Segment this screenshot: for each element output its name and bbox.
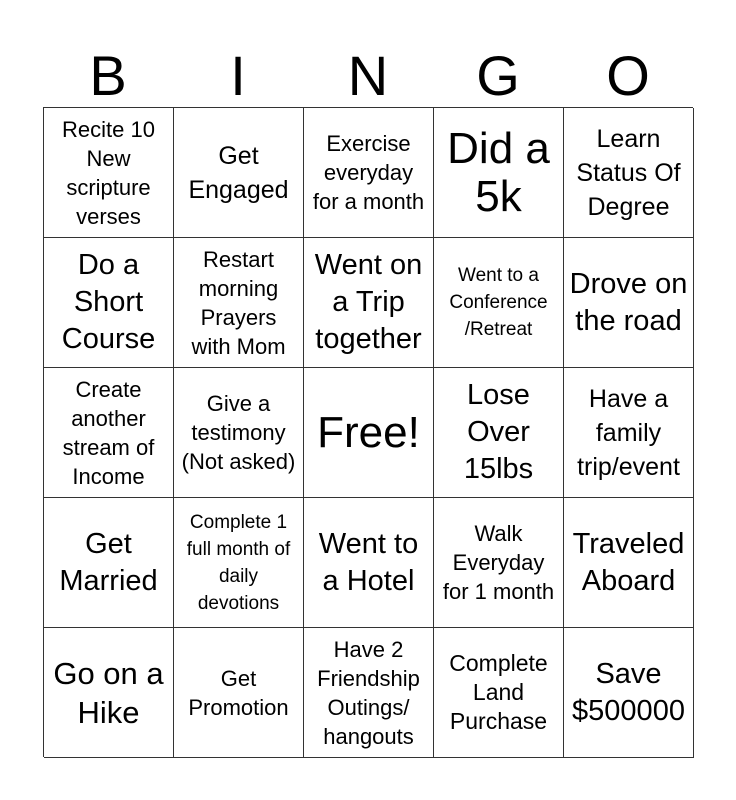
cell-text: Save $500000	[572, 657, 685, 727]
cell-text: Create another stream of Income	[62, 376, 155, 489]
bingo-cell[interactable]	[174, 628, 304, 758]
bingo-cell[interactable]	[44, 368, 174, 498]
bingo-cell[interactable]	[564, 628, 694, 758]
cell-text: Went to a Conference /Retreat	[449, 265, 548, 340]
cell-text: Went to a Hotel	[318, 527, 419, 597]
cell-text: Lose Over 15lbs	[463, 379, 534, 485]
cell-text: Free!	[317, 407, 420, 457]
bingo-cell[interactable]	[174, 238, 304, 368]
bingo-cell[interactable]	[564, 498, 694, 628]
cell-text: Traveled Aboard	[572, 527, 685, 597]
bingo-cell[interactable]	[44, 498, 174, 628]
cell-text: Get Married	[59, 527, 158, 597]
cell-text: Restart morning Prayers with Mom	[191, 246, 286, 359]
bingo-cell[interactable]	[174, 368, 304, 498]
bingo-cell[interactable]	[434, 498, 564, 628]
bingo-cell[interactable]	[44, 108, 174, 238]
bingo-cell[interactable]	[564, 368, 694, 498]
header-letter-i: I	[230, 44, 246, 107]
bingo-cell[interactable]	[434, 628, 564, 758]
bingo-cell[interactable]	[564, 108, 694, 238]
bingo-cell[interactable]	[304, 498, 434, 628]
cell-text: Learn Status Of Degree	[576, 124, 681, 221]
header-letter-b: B	[89, 44, 127, 107]
cell-text: Have 2 Friendship Outings/ hangouts	[317, 636, 420, 749]
header-letter-g: G	[476, 44, 520, 107]
cell-text: Walk Everyday for 1 month	[442, 521, 555, 604]
bingo-cell[interactable]	[434, 368, 564, 498]
cell-text: Complete Land Purchase	[449, 650, 548, 734]
header-letter-n: N	[347, 44, 389, 107]
bingo-cell[interactable]	[44, 238, 174, 368]
free-space-cell[interactable]	[304, 368, 434, 498]
cell-text: Exercise everyday for a month	[312, 131, 425, 214]
bingo-cell[interactable]	[304, 628, 434, 758]
cell-text: Recite 10 New scripture verses	[62, 116, 155, 229]
cell-text: Went on a Trip together	[314, 249, 423, 355]
cell-text: Did a 5k	[447, 123, 550, 221]
bingo-grid	[43, 107, 693, 757]
bingo-cell[interactable]	[304, 108, 434, 238]
cell-text: Have a family trip/event	[577, 384, 680, 481]
cell-text: Get Engaged	[188, 141, 289, 204]
bingo-cell[interactable]	[434, 238, 564, 368]
cell-text: Complete 1 full month of daily devotions	[186, 511, 291, 614]
cell-text: Give a testimony (Not asked)	[181, 391, 296, 474]
bingo-cell[interactable]	[564, 238, 694, 368]
bingo-cell[interactable]	[304, 238, 434, 368]
bingo-cell[interactable]	[434, 108, 564, 238]
bingo-cell[interactable]	[174, 498, 304, 628]
cell-text: Do a Short Course	[61, 249, 156, 355]
cell-text: Drove on the road	[569, 267, 688, 337]
cell-text: Go on a Hike	[53, 655, 164, 730]
bingo-cell[interactable]	[174, 108, 304, 238]
cell-text: Get Promotion	[188, 665, 289, 720]
bingo-cell[interactable]	[44, 628, 174, 758]
header-letter-o: O	[606, 44, 650, 107]
bingo-header	[43, 44, 693, 108]
